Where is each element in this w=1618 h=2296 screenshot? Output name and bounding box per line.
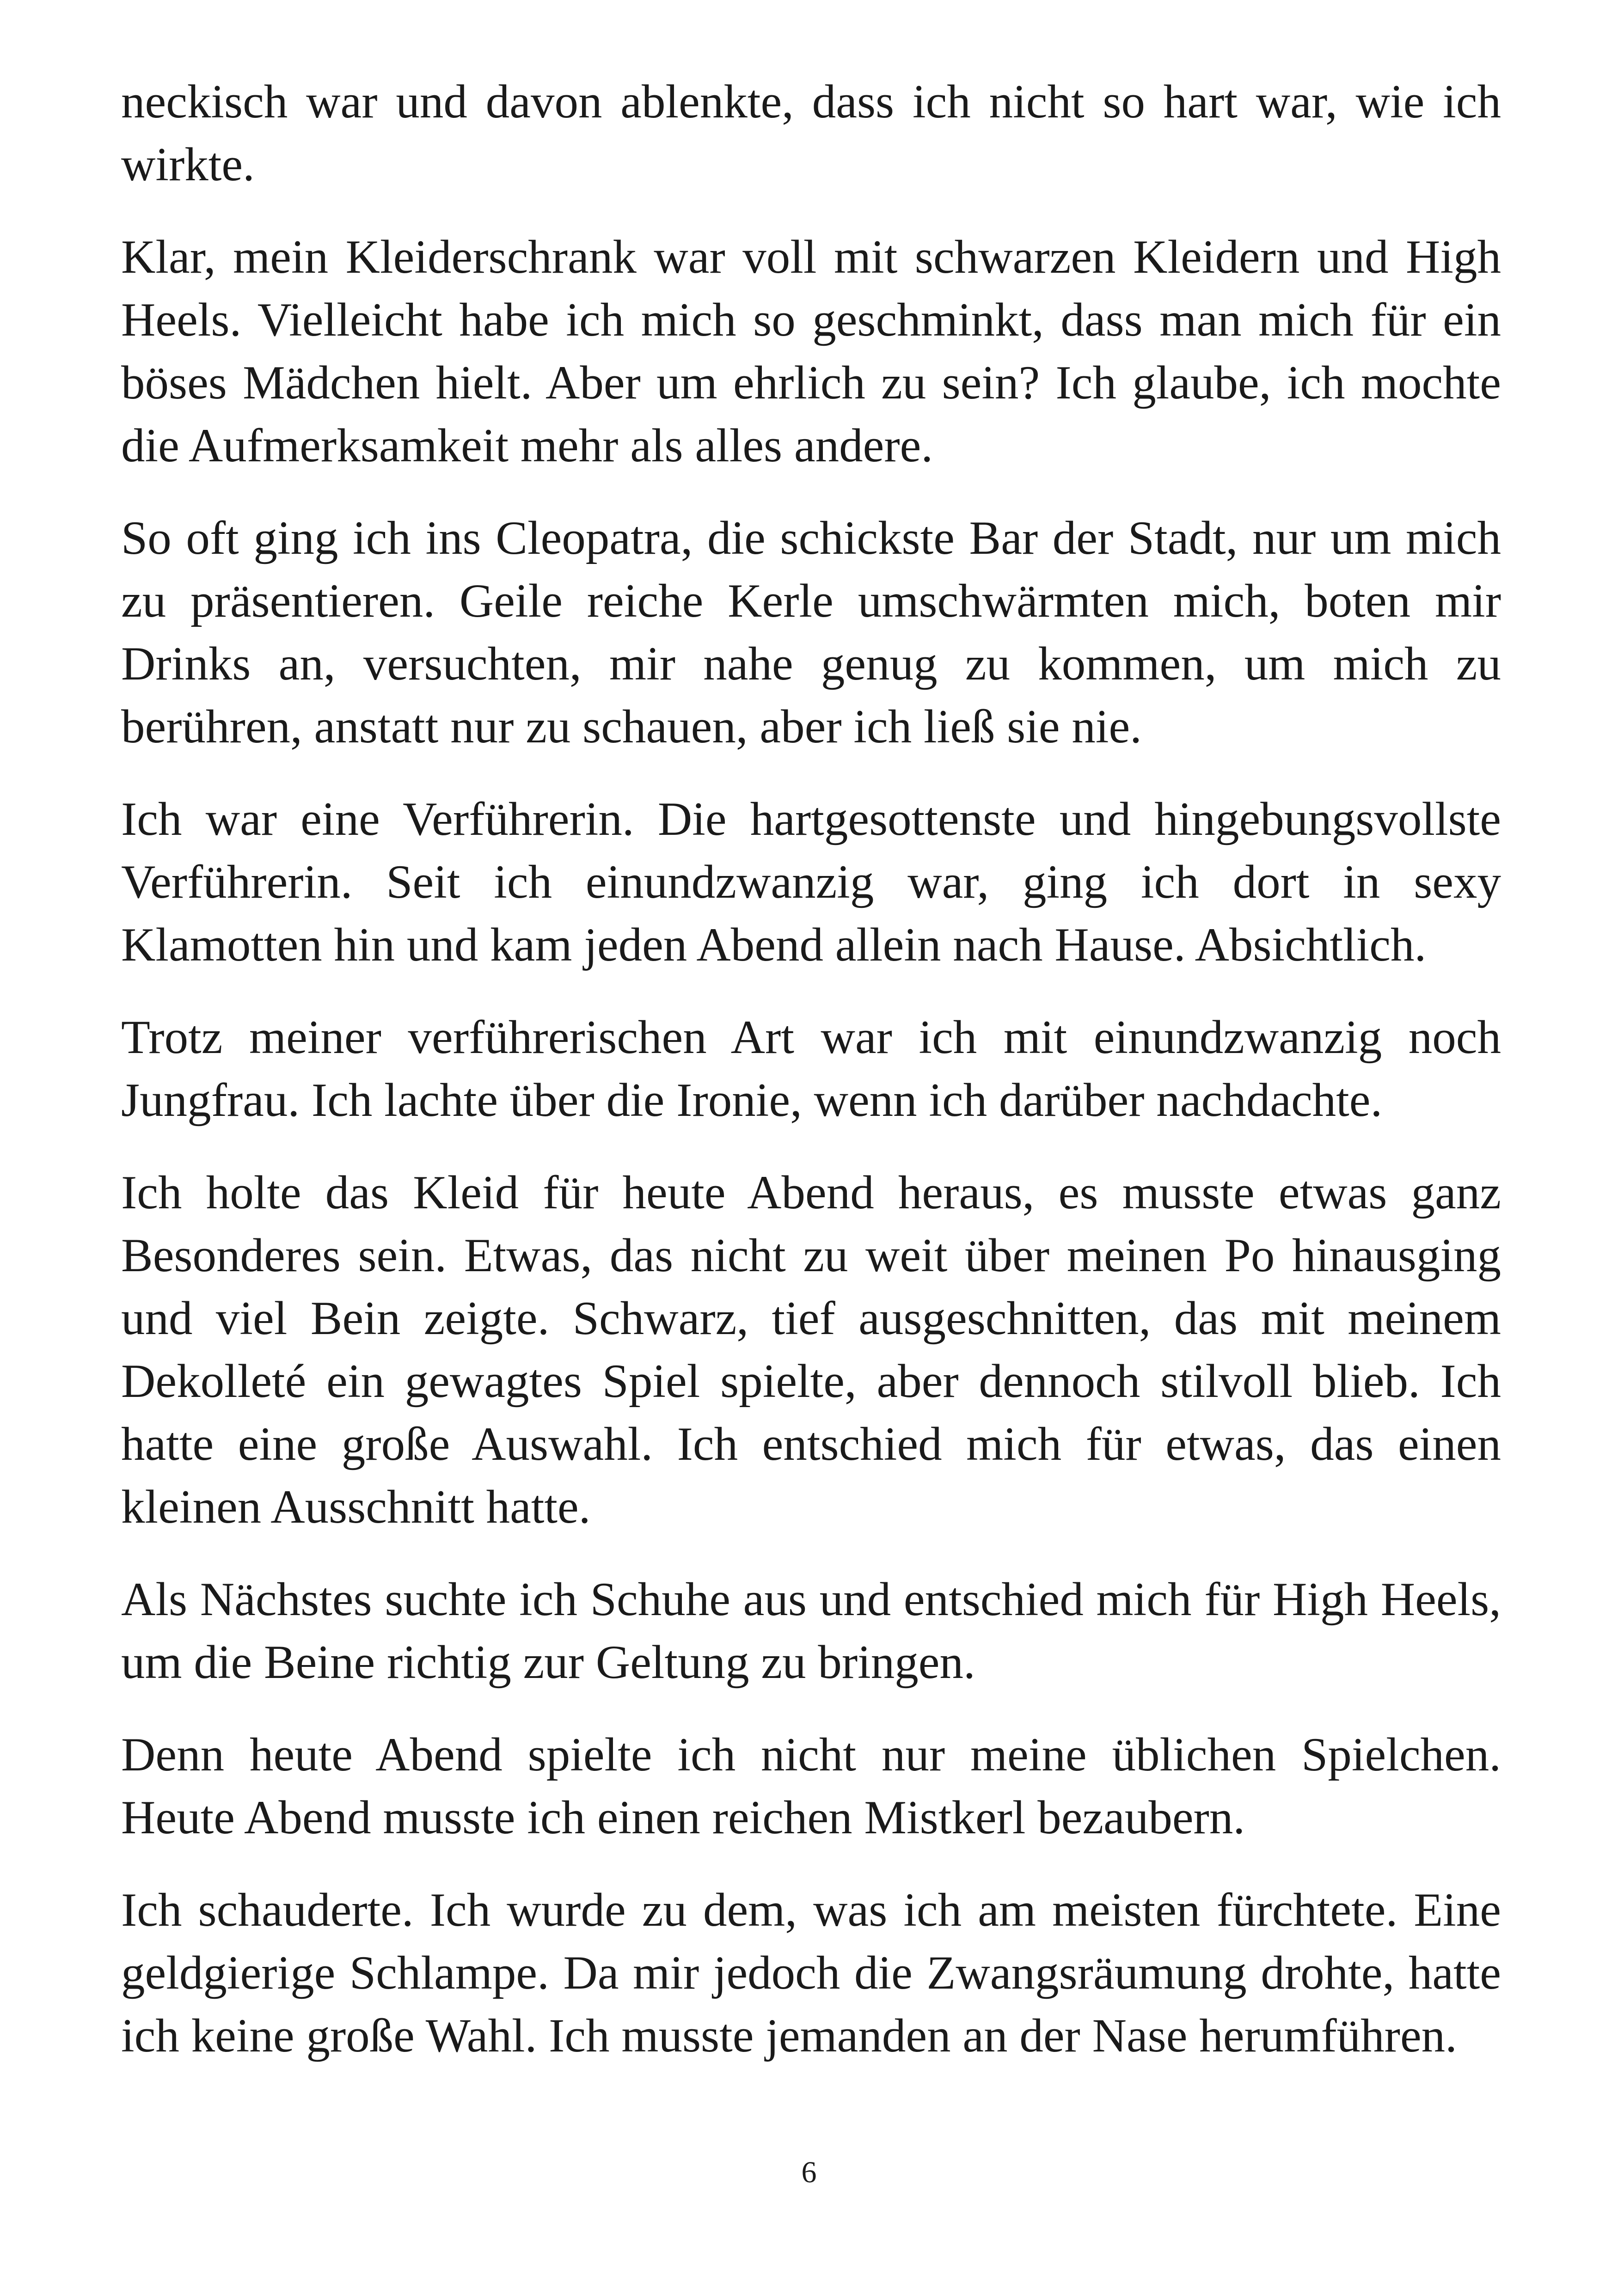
body-text — [121, 70, 1501, 2097]
paragraph-8: Denn heute Abend spielte ich nicht nur meine üblichen Spielchen. Heute Abend musste ich einen reichen Mistkerl bezaubern. — [121, 1728, 1501, 1844]
paragraph-9: Ich schauderte. Ich wurde zu dem, was ich am meisten fürchtete. Eine geldgierige Schlampe. Da mir jedoch die Zwangsräumung drohte, hatte ich keine große Wahl. Ich musste jemanden an der Nase herumführen. — [121, 1884, 1501, 2062]
paragraph-3: So oft ging ich ins Cleopatra, die schickste Bar der Stadt, nur um mich zu präsentieren. Geile reiche Kerle umschwärmten mich, boten mir Drinks an, versuchten, mir nahe genug zu kommen, um mich zu berühren, anstatt nur zu schauen, aber ich ließ sie nie. — [121, 512, 1501, 753]
paragraph-6: Ich holte das Kleid für heute Abend heraus, es musste etwas ganz Besonderes sein. Etwas, das nicht zu weit über meinen Po hinausging und viel Bein zeigte. Schwarz, tief ausgeschnitten, das mit meinem Dekolleté ein gewagtes Spiel spielte, aber dennoch stilvoll blieb. Ich hatte eine große Auswahl. Ich entschied mich für etwas, das einen kleinen Ausschnitt hatte. — [121, 1166, 1501, 1533]
paragraph-7: Als Nächstes suchte ich Schuhe aus und entschied mich für High Heels, um die Beine richtig zur Geltung zu bringen. — [121, 1573, 1501, 1689]
paragraph-2: Klar, mein Kleiderschrank war voll mit schwarzen Kleidern und High Heels. Vielleicht habe ich mich so geschminkt, dass man mich für ein böses Mädchen hielt. Aber um ehrlich zu sein? Ich glaube, ich mochte die Aufmerksamkeit mehr als alles andere. — [121, 231, 1501, 472]
paragraph-1: neckisch war und davon ablenkte, dass ich nicht so hart war, wie ich wirkte. — [121, 75, 1501, 191]
paragraph-4: Ich war eine Verführerin. Die hartgesottenste und hingebungsvollste Verführerin. Seit ich einundzwanzig war, ging ich dort in sexy Klamotten hin und kam jeden Abend allein nach Hause. Absichtlich. — [121, 793, 1501, 971]
paragraph-5: Trotz meiner verführerischen Art war ich mit einundzwanzig noch Jungfrau. Ich lachte über die Ironie, wenn ich darüber nachdachte. — [121, 1011, 1501, 1127]
page-number: 6 — [801, 2155, 817, 2189]
